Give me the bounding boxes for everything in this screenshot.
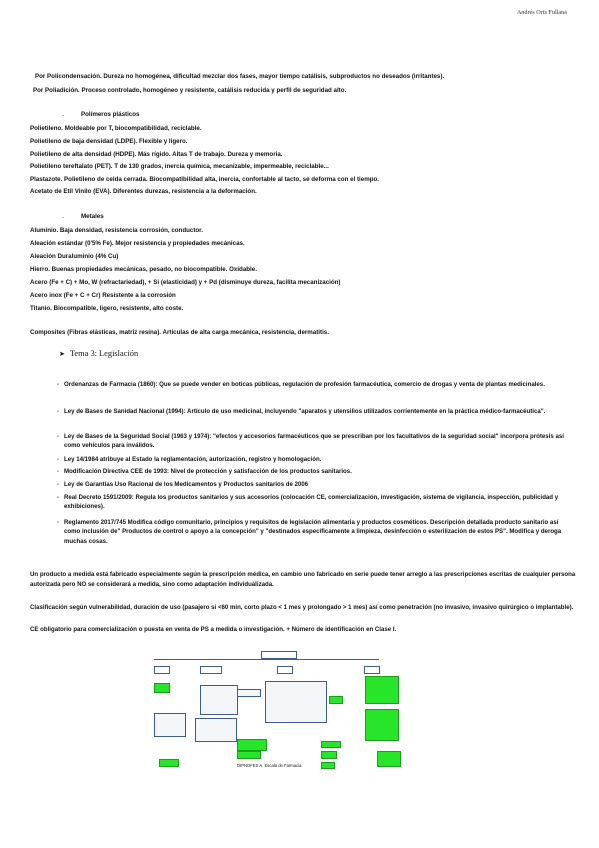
diagram-green-box [377, 751, 401, 767]
section-heading [59, 349, 138, 358]
diagram-green-box [154, 683, 170, 693]
closing-paragraph-1: Un producto a medida está fabricado especialmente según la prescripción médica, en cambio uno fabricado en serie puede tener arreglo a las prescripciones escritas de cualquier persona autorizada pero NO se considerará a medida, sino como adaptación individualizada. [30, 571, 576, 589]
metal-item: Acero inox (Fe + C + Cr) Resistente a la corrosión [30, 292, 176, 299]
diagram-green-box [321, 762, 335, 769]
legislation-item [57, 518, 574, 546]
metal-item: Acero (Fe + C) + Mo, W (refractariedad), + Si (elasticidad) y + Pd (disminuye dureza, facilita mecanización) [30, 279, 341, 286]
diagram-caption: DIPNOFES A. Escala de Farmacia [237, 763, 302, 768]
bullet-dash: - [62, 214, 65, 221]
polymer-item: Acetato de Etil Vinilo (EVA). Diferentes durezas, resistencia a la deformación. [30, 188, 257, 195]
metal-item: Aluminio. Baja densidad, resistencia corrosión, conductor. [30, 227, 203, 234]
diagram-green-box [365, 676, 399, 704]
diagram-text-box [237, 689, 261, 697]
legislation-item [57, 467, 574, 476]
bullet-dash: - [57, 481, 60, 488]
diagram-green-box [159, 759, 179, 767]
diagram-box [277, 666, 293, 674]
diagram-connector [154, 659, 379, 660]
bullet-dash: - [57, 494, 60, 501]
author-header: Andrés Orts Fullana [516, 9, 567, 16]
classification-diagram [145, 651, 414, 769]
diagram-green-box [321, 741, 341, 748]
legislation-text: Ley de Garantías Uso Racional de los Medicamentos y Productos sanitarios de 2006 [64, 481, 309, 488]
bullet-dash: - [57, 408, 60, 415]
intro-line-1: Por Policondensación. Dureza no homogénea, dificultad mezclar dos fases, mayor tiempo catálisis, subproductos no deseados (irritantes). [35, 73, 445, 80]
diagram-box [364, 666, 380, 674]
polymer-item: Polietileno. Moldeable por T, biocompatibilidad, reciclable. [30, 125, 202, 132]
diagram-text-box [265, 681, 327, 723]
legislation-item [57, 455, 574, 464]
legislation-item [57, 432, 574, 451]
polymer-item: Polietileno tereftalato (PET). T de 130 grados, inercia química, mecanizable, impermeable, reciclable... [30, 163, 329, 170]
legislation-text: Reglamento 2017/745 Modifica código comunitario, principios y requisitos de legislación alimentaria y productos cosméticos. Descripción detallada producto sanitario así como inclusión de" Productos de control o apoyo a la concepción" y "destinados específicamente a limpieza, desinfección o esterilización de estos PS". Modifica y deroga muchas cosas. [64, 519, 562, 545]
diagram-green-box [237, 751, 261, 759]
legislation-text: Ley 14/1984 atribuye al Estado la reglamentación, autorización, registro y homologación. [64, 456, 322, 463]
bullet-dash: - [62, 112, 65, 119]
metal-item: Titanio. Biocompatible, ligero, resistente, alto coste. [30, 305, 184, 312]
diagram-box [200, 666, 222, 674]
metal-item: Hierro. Buenas propiedades mecánicas, pesado, no biocompatible. Oxidable. [30, 266, 257, 273]
closing-paragraph-3: CE obligatorio para comercialización o puesta en venta de PS a medida o investigación. + Número de identificación en Clase I. [30, 626, 397, 633]
polymer-item: Plastazote. Polietileno de celda cerrada. Biocompatibilidad alta, inercia, confortable al tacto, se deforma con el tiempo. [30, 176, 380, 183]
legislation-text: Real Decreto 1591/2009: Regula los productos sanitarios y sus accesorios (colocación CE, comercialización, investigación, sistema de vigilancia, inspección, publicidad y exhibiciones). [64, 494, 559, 511]
bullet-dash: - [57, 468, 60, 475]
bullet-dash: - [57, 381, 60, 388]
diagram-green-box [329, 696, 343, 704]
legislation-item [57, 480, 574, 489]
intro-line-2: Por Poliadición. Proceso controlado, homogéneo y resistente, catálisis reducida y perfil de seguridad alto. [33, 87, 347, 94]
diagram-root-box [261, 651, 297, 659]
diagram-text-box [154, 713, 186, 737]
legislation-text: Ley de Bases de la Seguridad Social (1963 y 1974): "efectos y accesorios farmacéuticos que se prescriban por los facultativos de la seguridad social" incorpora prótesis así como vehículos para inválidos. [64, 433, 564, 450]
legislation-text: Ley de Bases de Sanidad Nacional (1994): Artículo de uso medicinal, incluyendo "aparatos y utensilios utilizados corrientemente en la práctica médico-farmacéutica". [64, 408, 546, 415]
closing-paragraph-2: Clasificación según vulnerabilidad, duración de uso (pasajero si <60 min, corto plazo < 1 mes y prolongado > 1 mes) así como penetración (no invasivo, invasivo quirúrgico o implantable). [30, 604, 574, 611]
section-title: Tema 3: Legislación [69, 349, 139, 358]
bullet-dash: - [57, 456, 60, 463]
polymer-item: Polietileno de baja densidad (LDPE). Flexible y ligero. [30, 138, 188, 145]
diagram-box [154, 666, 170, 674]
diagram-text-box [200, 685, 238, 715]
bullet-dash: - [57, 519, 60, 526]
polymers-heading: Polímeros plásticos [81, 111, 140, 118]
metal-item: Aleación Duraluminio (4% Cu) [30, 253, 119, 260]
metals-heading: Metales [81, 213, 104, 220]
diagram-green-box [237, 739, 267, 751]
metal-item: Aleación estándar (0'5% Fe). Mejor resistencia y propiedades mecánicas. [30, 240, 245, 247]
polymer-item: Polietileno de alta densidad (HDPE). Más rígido. Altas T de trabajo. Dureza y memoria. [30, 151, 283, 158]
diagram-green-box [365, 709, 399, 741]
legislation-item [57, 493, 574, 512]
diagram-green-box [321, 751, 337, 759]
legislation-text: Modificación Directiva CEE de 1993: Nivel de protección y satisfacción de los productos sanitarios. [64, 468, 352, 475]
legislation-text: Ordenanzas de Farmacia (1860): Que se puede vender en boticas públicas, regulación de profesión farmacéutica, comercio de drogas y venta de plantas medicinales. [64, 381, 545, 388]
legislation-item [57, 407, 574, 416]
diagram-text-box [195, 718, 237, 742]
composites-line: Composites (Fibras elásticas, matriz resina). Articulas de alta carga mecánica, resistencia, dermatitis. [30, 329, 329, 336]
bullet-dash: - [57, 433, 60, 440]
arrow-icon: ➤ [59, 350, 65, 358]
legislation-item [57, 380, 574, 389]
